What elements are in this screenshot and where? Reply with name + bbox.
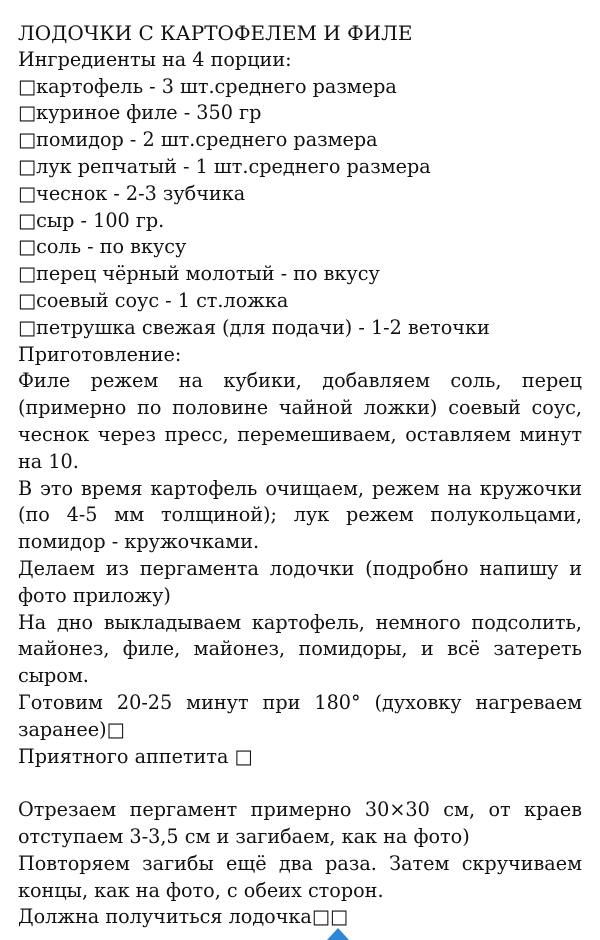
preparation-step: На дно выкладываем картофель, немного подсолить, майонез, филе, майонез, помидоры, и всё затереть сыром. bbox=[18, 610, 582, 688]
recipe-document bbox=[18, 20, 582, 931]
preparation-header: Приготовление: bbox=[18, 342, 182, 366]
ingredient-item: □чеснок - 2-3 зубчика bbox=[18, 181, 246, 205]
ingredient-item: □сыр - 100 гр. bbox=[18, 208, 165, 232]
ingredient-item: □соевый соус - 1 ст.ложка bbox=[18, 288, 289, 312]
ingredient-item: □лук репчатый - 1 шт.среднего размера bbox=[18, 154, 431, 178]
ingredients-header: Ингредиенты на 4 порции: bbox=[18, 47, 292, 71]
ingredient-item: □помидор - 2 шт.среднего размера bbox=[18, 128, 378, 152]
ingredient-item: □куриное филе - 350 гр bbox=[18, 101, 262, 125]
preparation-steps bbox=[18, 368, 582, 770]
preparation-step: Приятного аппетита □ bbox=[18, 744, 253, 768]
preparation-step: Филе режем на кубики, добавляем соль, перец (примерно по половине чайной ложки) соевый соус, чеснок через пресс, перемешиваем, оставляем минут на 10. bbox=[18, 369, 582, 473]
boat-instructions bbox=[18, 797, 582, 931]
scroll-up-caret-icon[interactable] bbox=[327, 928, 349, 940]
preparation-step: В это время картофель очищаем, режем на кружочки (по 4-5 мм толщиной); лук режем полукольцами, помидор - кружочками. bbox=[18, 476, 582, 554]
boat-step: Повторяем загибы ещё два раза. Затем скручиваем концы, как на фото, с обеих сторон. bbox=[18, 851, 582, 902]
boat-step: Должна получиться лодочка□□ bbox=[18, 905, 349, 929]
ingredient-item: □петрушка свежая (для подачи) - 1-2 веточки bbox=[18, 315, 490, 339]
ingredient-item: □перец чёрный молотый - по вкусу bbox=[18, 262, 380, 286]
preparation-step: Делаем из пергамента лодочки (подробно напишу и фото приложу) bbox=[18, 556, 582, 607]
ingredient-item: □картофель - 3 шт.среднего размера bbox=[18, 74, 397, 98]
ingredients-list bbox=[18, 74, 582, 342]
preparation-step: Готовим 20-25 минут при 180° (духовку нагреваем заранее)□ bbox=[18, 690, 582, 741]
recipe-title: ЛОДОЧКИ С КАРТОФЕЛЕМ И ФИЛЕ bbox=[18, 21, 413, 45]
boat-step: Отрезаем пергамент примерно 30×30 см, от краев отступаем 3-3,5 см и загибаем, как на фото) bbox=[18, 798, 582, 848]
paragraph-spacer bbox=[18, 770, 582, 797]
ingredient-item: □соль - по вкусу bbox=[18, 235, 187, 259]
